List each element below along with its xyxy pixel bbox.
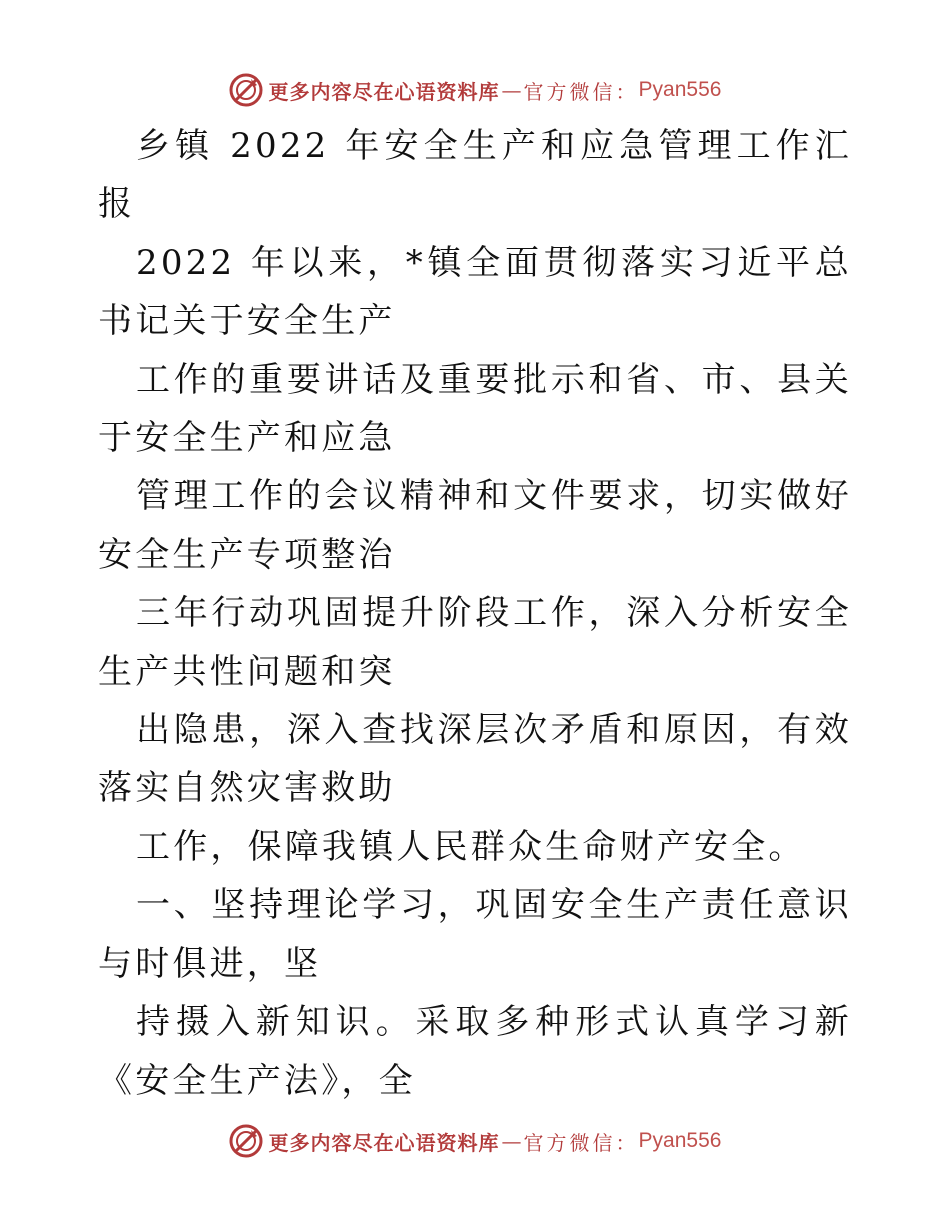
- line-rest: 俱进，坚: [172, 943, 322, 984]
- line-rest: 全生产和应急: [172, 418, 396, 459]
- banner-wechat-id: Pyan556: [638, 1129, 722, 1152]
- banner-wechat-label: 官方微信：: [523, 79, 639, 104]
- document-title: 乡镇 2022 年安全生产和应急管理工作汇报: [98, 126, 852, 225]
- line-rest: 于安全生产: [209, 301, 396, 342]
- line-first: 三年行动巩固提升阶段工作，深入分析安全生产: [98, 593, 852, 692]
- line-first: 管理工作的会议精神和文件要求，切实做好安全: [98, 476, 852, 575]
- banner-wechat-label: 官方微信：: [523, 1130, 639, 1155]
- brand-logo-icon: [229, 1124, 263, 1158]
- banner-main-text: 更多内容尽在心语资料库: [268, 1130, 500, 1155]
- line-first: 工作，保障我镇人民群众生命财产安全。: [136, 826, 806, 867]
- banner-main-text: 更多内容尽在心语资料库: [268, 79, 500, 104]
- footer-banner: [0, 1121, 950, 1161]
- line-rest: 生产法》，全: [209, 1060, 416, 1101]
- line-first: 出隐患，深入查找深层次矛盾和原因，有效落实: [98, 710, 852, 809]
- line-first: 工作的重要讲话及重要批示和省、市、县关于安: [98, 359, 852, 459]
- paragraph-line: [98, 818, 852, 876]
- banner-separator: —: [501, 1129, 522, 1153]
- paragraph-line: [98, 701, 852, 818]
- brand-logo-icon: [229, 73, 263, 107]
- line-first: 持摄入新知识。采取多种形式认真学习新《安全: [98, 1002, 852, 1101]
- document-body: [98, 117, 852, 1110]
- line-first: 一、坚持理论学习，巩固安全生产责任意识与时: [98, 885, 852, 984]
- header-banner: [0, 70, 950, 110]
- paragraph-line: [98, 584, 852, 701]
- paragraph-line: [98, 467, 852, 584]
- paragraph-line: [98, 993, 852, 1110]
- banner-wechat-id: Pyan556: [638, 78, 722, 101]
- banner-separator: —: [501, 78, 522, 102]
- paragraph-line: [98, 234, 852, 351]
- paragraph-line: [98, 351, 852, 468]
- section-heading-line: [98, 876, 852, 993]
- line-rest: 生产专项整治: [172, 534, 396, 575]
- line-rest: 共性问题和突: [172, 651, 396, 692]
- line-rest: 自然灾害救助: [172, 768, 396, 809]
- line-first: 2022 年以来，*镇全面贯彻落实习近平总书记关: [98, 242, 852, 342]
